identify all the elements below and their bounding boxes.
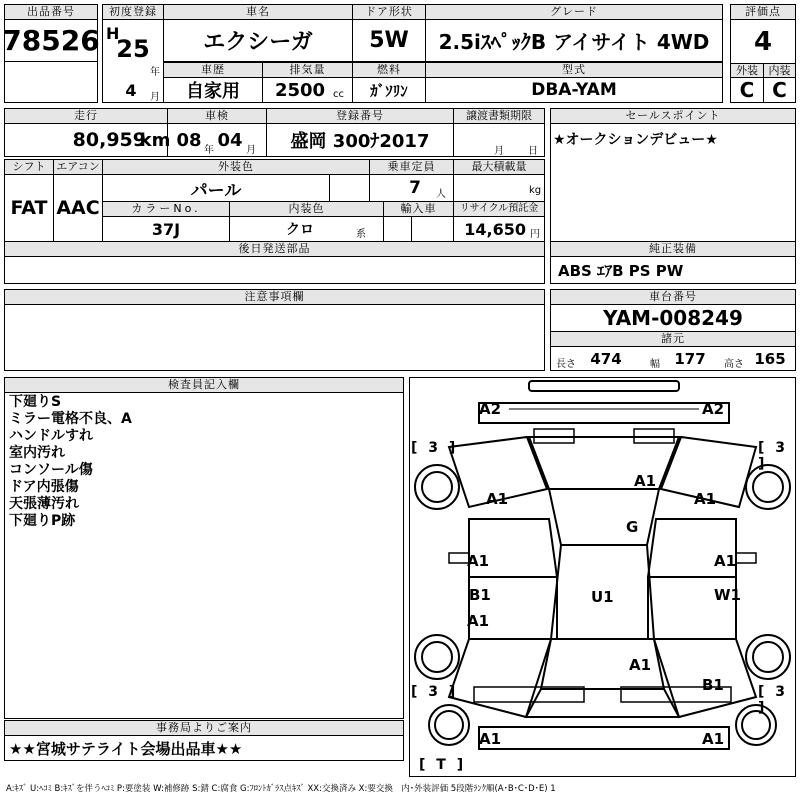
- later-parts-cell: [4, 256, 545, 284]
- exterior-label: 外装: [730, 63, 764, 78]
- inspection-month: 04: [217, 129, 243, 151]
- tire-rear-right: [ 3 ]: [758, 684, 789, 716]
- inspection-year: 08: [176, 129, 202, 151]
- score: 4: [753, 26, 773, 57]
- mark-rear-left-corner: A1: [479, 730, 502, 748]
- lot-number: 78526: [2, 24, 100, 57]
- height: 165: [754, 350, 786, 368]
- length: 474: [590, 350, 622, 368]
- office-label: 事務局よりご案内: [4, 720, 404, 736]
- capacity-unit: 人: [436, 189, 446, 200]
- recycle-label: リサイクル預託金: [453, 201, 545, 217]
- first-registration-label: 初度登録: [102, 4, 164, 20]
- color-no: 37J: [151, 219, 181, 239]
- office-notice: ★★宮城サテライト会場出品車★★: [9, 739, 243, 758]
- later-parts-label: 後日発送部品: [4, 241, 545, 257]
- mark-rear-right-door: W1: [714, 586, 741, 604]
- mark-windshield: G: [626, 518, 639, 536]
- mark-rear-left-door-a: A1: [467, 612, 490, 630]
- aircon: AAC: [56, 197, 100, 219]
- mileage-label: 走行: [4, 108, 168, 124]
- capacity-label: 乗車定員: [369, 159, 454, 175]
- interior-label: 内装: [763, 63, 796, 78]
- fuel: ｶﾞｿﾘﾝ: [370, 81, 408, 100]
- import-cell: [383, 216, 454, 242]
- spec-label: 諸元: [550, 331, 796, 347]
- recycle-unit: 円: [530, 229, 540, 240]
- reg-month: 4: [125, 80, 137, 100]
- color-no-label: カラーNo.: [102, 201, 230, 217]
- width: 177: [674, 350, 706, 368]
- mark-rear-right-corner: A1: [702, 730, 725, 748]
- import-divider: [411, 216, 412, 242]
- type-label: 型式: [425, 62, 723, 78]
- reg-year-unit: 年: [150, 67, 160, 78]
- height-label: 高さ: [724, 359, 744, 370]
- history-label: 車歴: [163, 62, 263, 78]
- reg-year: 25: [116, 35, 150, 63]
- note-line: 室内汚れ: [9, 445, 65, 461]
- interior-color: クロ: [286, 222, 314, 238]
- car-diagram: [409, 377, 796, 777]
- sales-point: ★オークションデビュー★: [553, 132, 718, 148]
- length-label: 長さ: [556, 359, 576, 370]
- shift-label: シフト: [4, 159, 54, 175]
- caution-cell: [4, 304, 545, 371]
- interior-grade: C: [772, 78, 787, 102]
- import-label: 輸入車: [383, 201, 454, 217]
- equipment: ABS ｴｱB PS PW: [558, 261, 684, 280]
- max-load-label: 最大積載量: [453, 159, 545, 175]
- mileage: 80,959: [72, 129, 146, 151]
- spare-tire: [ T ]: [419, 757, 467, 773]
- history: 自家用: [186, 81, 240, 102]
- inspection-month-unit: 月: [246, 145, 256, 156]
- aircon-label: エアコン: [53, 159, 103, 175]
- score-label: 評価点: [730, 4, 796, 20]
- color-cell-2: [329, 174, 370, 202]
- grade-label: グレード: [425, 4, 723, 20]
- chassis-label: 車台番号: [550, 289, 796, 305]
- grade: 2.5iｽﾍﾟｯｸB アイサイト 4WD: [438, 30, 710, 54]
- note-line: 下廻りP跡: [9, 513, 76, 529]
- mark-front-right-door: A1: [714, 552, 737, 570]
- inspector-label: 検査員記入欄: [4, 377, 404, 393]
- interior-color-label: 内装色: [229, 201, 384, 217]
- chassis-number: YAM-008249: [603, 306, 743, 330]
- transfer-day: 日: [528, 146, 538, 157]
- model-label: 車名: [163, 4, 353, 20]
- plate-number: 盛岡 300ﾅ2017: [290, 131, 430, 152]
- door-type: 5W: [369, 28, 409, 53]
- era: H: [106, 24, 120, 43]
- model-type: DBA-YAM: [531, 80, 617, 100]
- reg-month-unit: 月: [150, 92, 160, 103]
- max-load-unit: kg: [529, 185, 542, 196]
- mark-front-right-corner: A2: [702, 400, 725, 418]
- inspector-notes: [9, 394, 132, 530]
- note-line: 下廻りS: [9, 394, 62, 410]
- tire-front-right: [ 3 ]: [758, 440, 789, 472]
- mark-roof: U1: [591, 588, 614, 606]
- transfer-month: 月: [494, 146, 504, 157]
- color-label: 外装色: [102, 159, 370, 175]
- mark-front-right-fender: A1: [694, 490, 717, 508]
- note-line: 天張薄汚れ: [9, 496, 79, 512]
- note-line: ハンドルすれ: [9, 428, 93, 444]
- mark-rear-right-quarter: B1: [702, 676, 724, 694]
- displacement: 2500: [274, 79, 326, 101]
- shift: FAT: [10, 197, 48, 219]
- tire-front-left: [ 3 ]: [411, 440, 459, 456]
- transfer-label: 譲渡書類期限: [453, 108, 545, 124]
- fuel-label: 燃料: [352, 62, 426, 78]
- lot-number-label: 出品番号: [4, 4, 98, 20]
- equipment-label: 純正装備: [550, 241, 796, 257]
- note-line: ミラー電格不良、A: [9, 411, 132, 427]
- exterior-color: パール: [190, 180, 242, 201]
- note-line: ドア内張傷: [9, 479, 79, 495]
- legend: A:ｷｽﾞ U:ﾍｺﾐ B:ｷｽﾞを伴うﾍｺﾐ P:要塗装 W:補修跡 S:錆 C:腐食 G:ﾌﾛﾝﾄｶﾞﾗｽ点ｷｽﾞ XX:交換済み X:要交換 内･外装評価 5段階ﾗﾝｸ順(A･B･C･D･E) 1: [6, 784, 556, 794]
- inspection-label: 車検: [167, 108, 267, 124]
- recycle-fee: 14,650: [464, 219, 526, 239]
- mark-front-left-corner: A2: [479, 400, 502, 418]
- plate-label: 登録番号: [266, 108, 454, 124]
- lot-number-lower-cell: [4, 61, 98, 103]
- inspection-year-unit: 年: [204, 145, 214, 156]
- mileage-unit: km: [139, 129, 171, 151]
- door-label: ドア形状: [352, 4, 426, 20]
- displacement-unit: cc: [333, 89, 344, 100]
- mark-front-left-fender: A1: [486, 490, 509, 508]
- mark-rear-left-door-b: B1: [469, 586, 491, 604]
- exterior-grade: C: [739, 78, 755, 102]
- mark-hood: A1: [634, 472, 657, 490]
- caution-label: 注意事項欄: [4, 289, 545, 305]
- sales-point-label: セールスポイント: [550, 108, 796, 124]
- tire-rear-left: [ 3 ]: [411, 684, 459, 700]
- model-name: エクシーガ: [203, 30, 313, 55]
- displacement-label: 排気量: [262, 62, 353, 78]
- width-label: 幅: [650, 359, 660, 370]
- mark-trunk: A1: [629, 656, 652, 674]
- capacity: 7: [409, 178, 421, 198]
- interior-color-unit: 系: [356, 229, 366, 240]
- note-line: コンソール傷: [9, 462, 93, 478]
- mark-front-left-door: A1: [467, 552, 490, 570]
